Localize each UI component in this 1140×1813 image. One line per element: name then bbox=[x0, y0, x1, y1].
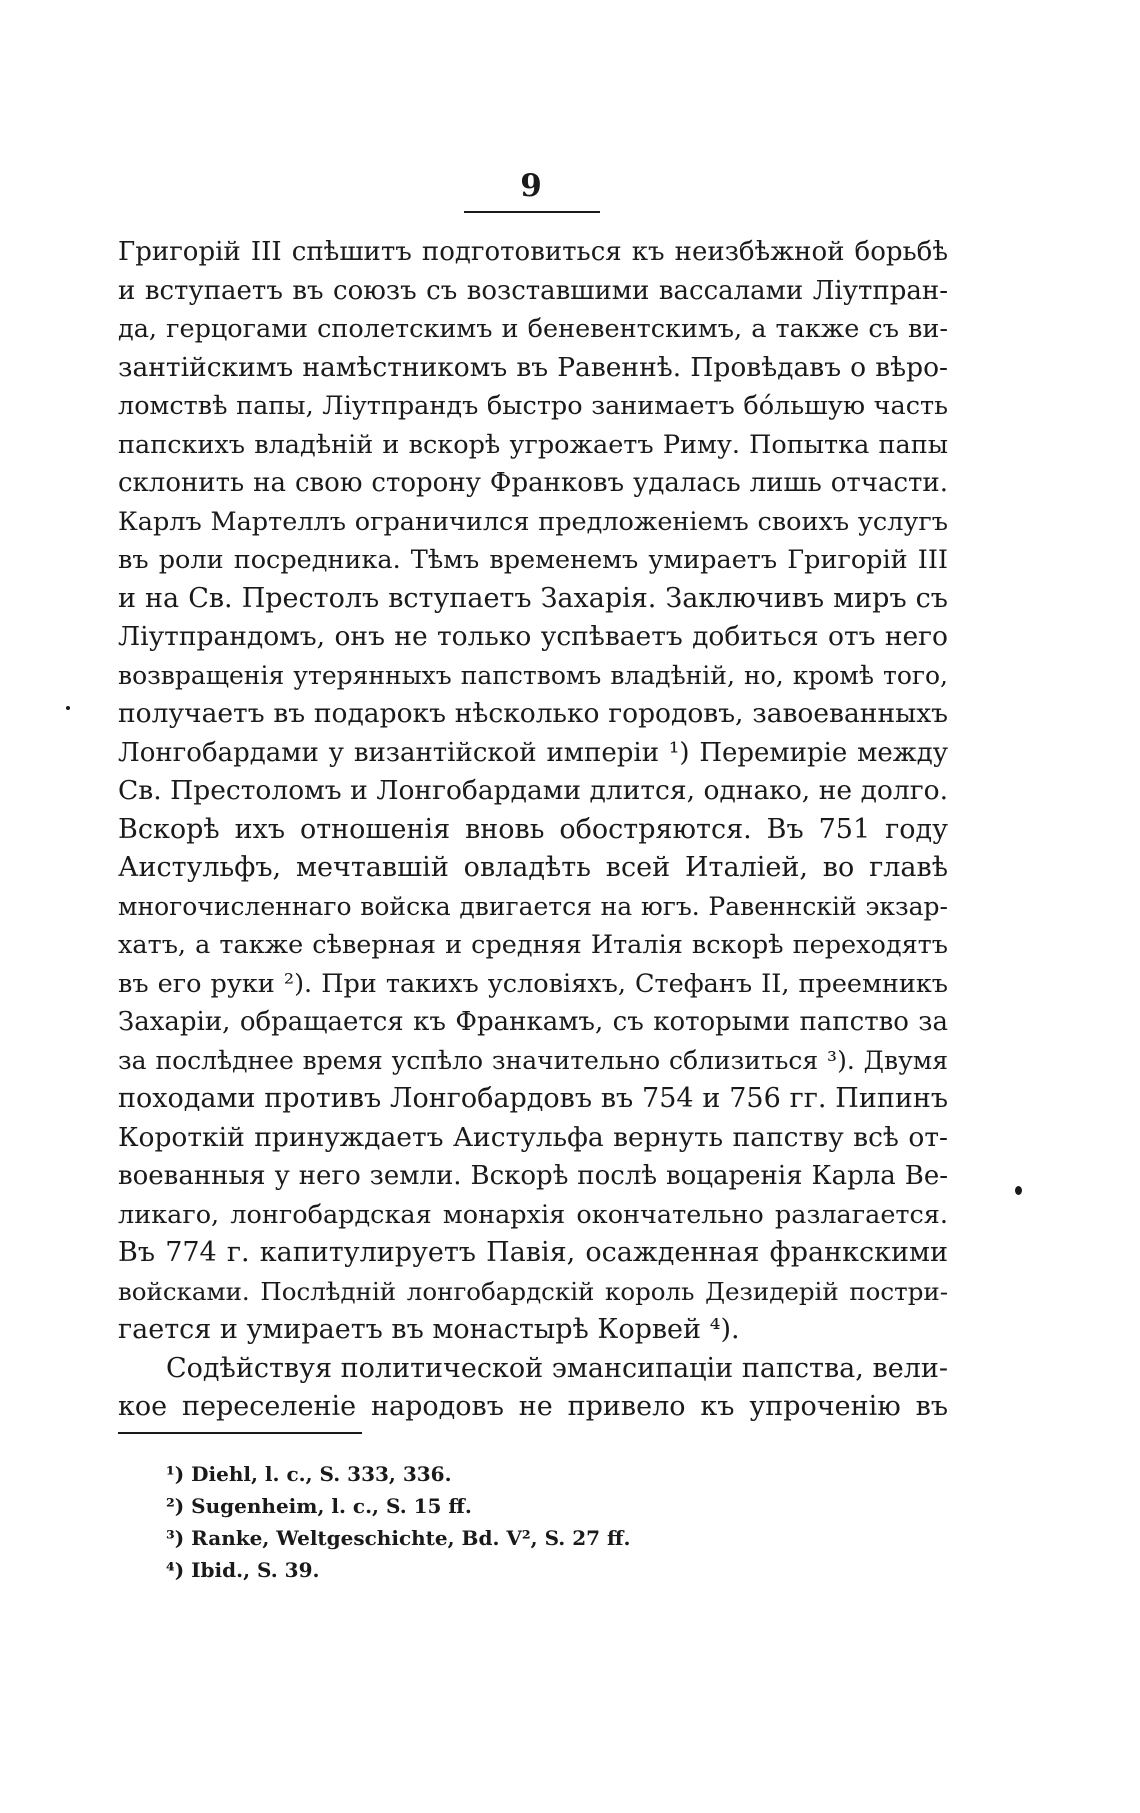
text-line: походами противъ Лонгобардовъ въ 754 и 756 гг. Пипинъ bbox=[118, 1083, 948, 1114]
text-line: Вскорѣ ихъ отношенія вновь обостряются. Въ 751 году bbox=[118, 813, 948, 845]
text-line: Карлъ Мартеллъ ограничился предложеніемъ своихъ услугъ bbox=[118, 506, 948, 537]
footnote: ⁴) Ibid., S. 39. bbox=[166, 1558, 320, 1582]
text-line: за послѣднее время успѣло значительно сблизиться ³). Двумя bbox=[118, 1045, 948, 1075]
text-line: войсками. Послѣдній лонгобардскій король Дезидерій постри- bbox=[118, 1276, 948, 1306]
text-line: ломствѣ папы, Ліутпрандъ быстро занимаетъ бо́льшую часть bbox=[118, 391, 948, 421]
text-line: ликаго, лонгобардская монархія окончательно разлагается. bbox=[118, 1199, 948, 1230]
text-line: Лонгобардами у византійской имперіи ¹) Перемиріе между bbox=[118, 737, 948, 768]
text-line: Св. Престоломъ и Лонгобардами длится, однако, не долго. bbox=[118, 775, 948, 806]
text-line: Захаріи, обращается къ Франкамъ, съ которыми папство за bbox=[118, 1007, 948, 1037]
text-line: многочисленнаго войска двигается на югъ. Равеннскій экзар- bbox=[118, 891, 948, 921]
text-line: Въ 774 г. капитулируетъ Павія, осажденная франкскими bbox=[118, 1237, 948, 1268]
text-line: въ его руки ²). При такихъ условіяхъ, Стефанъ II, преемникъ bbox=[118, 968, 948, 999]
text-line: воеванныя у него земли. Вскорѣ послѣ воцаренія Карла Ве- bbox=[118, 1161, 948, 1191]
page-number-rule bbox=[464, 211, 600, 213]
paragraph-start-line: Содѣйствуя политической эмансипаціи папства, вели- bbox=[166, 1352, 948, 1384]
text-line: въ роли посредника. Тѣмъ временемъ умираетъ Григорій III bbox=[118, 545, 948, 575]
text-line: Ліутпрандомъ, онъ не только успѣваетъ добиться отъ него bbox=[118, 621, 948, 652]
footnotes bbox=[166, 1458, 866, 1586]
text-line: хатъ, а также сѣверная и средняя Италія вскорѣ переходятъ bbox=[118, 930, 948, 960]
scan-speck bbox=[1015, 1186, 1022, 1195]
text-line: Григорій III спѣшитъ подготовиться къ неизбѣжной борьбѣ bbox=[118, 237, 948, 267]
text-line: да, герцогами сполетскимъ и беневентскимъ, а также съ ви- bbox=[118, 314, 948, 344]
footnote: ³) Ranke, Weltgeschichte, Bd. V², S. 27 ff. bbox=[166, 1526, 631, 1550]
text-line: папскихъ владѣній и вскорѣ угрожаетъ Риму. Попытка папы bbox=[118, 429, 948, 460]
text-line: Короткій принуждаетъ Аистульфа вернуть папству всѣ от- bbox=[118, 1121, 948, 1153]
text-line: получаетъ въ подарокъ нѣсколько городовъ, завоеванныхъ bbox=[118, 698, 948, 729]
paragraph-end-line: гается и умираетъ въ монастырѣ Корвей ⁴). bbox=[118, 1314, 740, 1345]
scan-speck bbox=[66, 706, 70, 710]
footnote: ¹) Diehl, l. c., S. 333, 336. bbox=[166, 1462, 452, 1486]
text-line: кое переселеніе народовъ не привело къ упроченію въ bbox=[118, 1391, 948, 1422]
page-number: 9 bbox=[520, 168, 542, 204]
text-line: зантійскимъ намѣстникомъ въ Равеннѣ. Провѣдавъ о вѣро- bbox=[118, 351, 948, 383]
footnote: ²) Sugenheim, l. c., S. 15 ff. bbox=[166, 1494, 472, 1518]
text-line: склонить на свою сторону Франковъ удалась лишь отчасти. bbox=[118, 468, 948, 498]
text-line: и вступаетъ въ союзъ съ возставшими вассалами Ліутпран- bbox=[118, 275, 948, 306]
text-line: и на Св. Престолъ вступаетъ Захарія. Заключивъ миръ съ bbox=[118, 582, 948, 614]
text-line: Аистульфъ, мечтавшій овладѣть всей Италіей, во главѣ bbox=[118, 852, 948, 883]
text-line: возвращенія утерянныхъ папствомъ владѣній, но, кромѣ того, bbox=[118, 660, 948, 690]
footnote-rule bbox=[118, 1432, 362, 1434]
body-text bbox=[118, 233, 948, 1427]
